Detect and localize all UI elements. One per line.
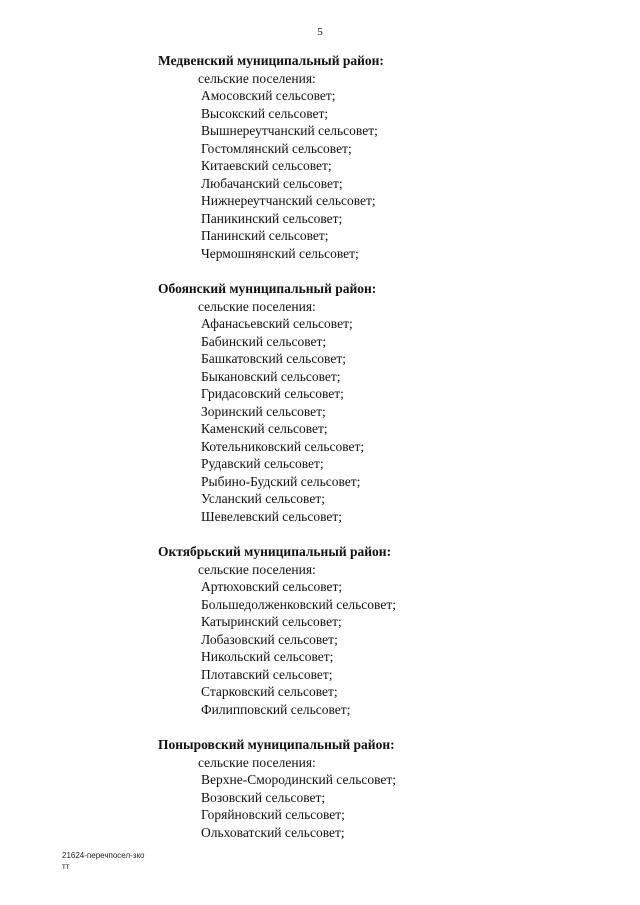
list-item: Высокский сельсовет; [201, 105, 329, 121]
list-item: Шевелевский сельсовет; [201, 508, 343, 524]
document-body [158, 52, 598, 859]
list-item: Филипповский сельсовет; [201, 701, 351, 717]
list-item: Чермошнянский сельсовет; [201, 245, 359, 261]
list-item: Быкановский сельсовет; [201, 368, 341, 384]
list-item: Амосовский сельсовет; [201, 88, 336, 103]
list-item: Любачанский сельсовет; [201, 175, 343, 191]
district-title: Обоянский муниципальный район: [158, 281, 377, 296]
list-item: Старковский сельсовет; [201, 684, 338, 699]
district-title: Октябрьский муниципальный район: [158, 544, 392, 559]
list-item: Каменский сельсовет; [201, 421, 328, 436]
district-title: Медвенский муниципальный район: [158, 53, 384, 68]
list-item: Башкатовский сельсовет; [201, 351, 346, 366]
footer-reference [62, 850, 145, 872]
list-item: Нижнереутчанский сельсовет; [201, 193, 376, 208]
settlements-label: сельские поселения: [198, 70, 316, 86]
list-item: Котельниковский сельсовет; [201, 438, 365, 454]
list-item: Афанасьевский сельсовет; [201, 316, 353, 331]
council-list [158, 771, 598, 841]
district-section [158, 543, 598, 718]
list-item: Большедолженковский сельсовет; [201, 596, 396, 612]
list-item: Верхне-Смородинский сельсовет; [201, 772, 397, 787]
list-item: Катыринский сельсовет; [201, 614, 342, 629]
district-section [158, 280, 598, 525]
list-item: Рыбино-Будский сельсовет; [201, 473, 361, 489]
footer-line: 21624-перечпосел-зко [62, 851, 145, 860]
list-item: Панинский сельсовет; [201, 228, 329, 243]
council-list [158, 315, 598, 525]
page-number: 5 [317, 26, 323, 38]
district-section [158, 736, 598, 841]
list-item: Возовский сельсовет; [201, 789, 326, 805]
list-item: Рудавский сельсовет; [201, 456, 324, 471]
list-item: Бабинский сельсовет; [201, 333, 327, 349]
list-item: Гостомлянский сельсовет; [201, 140, 352, 156]
list-item: Китаевский сельсовет; [201, 158, 332, 173]
district-title: Поныровский муниципальный район: [158, 737, 395, 752]
district-section [158, 52, 598, 262]
council-list [158, 578, 598, 718]
list-item: Гридасовский сельсовет; [201, 386, 344, 401]
list-item: Паникинский сельсовет; [201, 210, 343, 226]
list-item: Зоринский сельсовет; [201, 403, 326, 419]
council-list [158, 87, 598, 262]
footer-line: тт [62, 862, 70, 871]
settlements-label: сельские поселения: [198, 298, 316, 314]
list-item: Артюховский сельсовет; [201, 579, 343, 594]
list-item: Никольский сельсовет; [201, 649, 334, 664]
settlements-label: сельские поселения: [198, 754, 316, 770]
list-item: Лобазовский сельсовет; [201, 631, 338, 647]
list-item: Усланский сельсовет; [201, 491, 325, 506]
list-item: Горяйновский сельсовет; [201, 807, 345, 822]
list-item: Ольховатский сельсовет; [201, 824, 345, 840]
list-item: Плотавский сельсовет; [201, 666, 333, 682]
list-item: Вышнереутчанский сельсовет; [201, 123, 378, 138]
settlements-label: сельские поселения: [198, 561, 316, 577]
